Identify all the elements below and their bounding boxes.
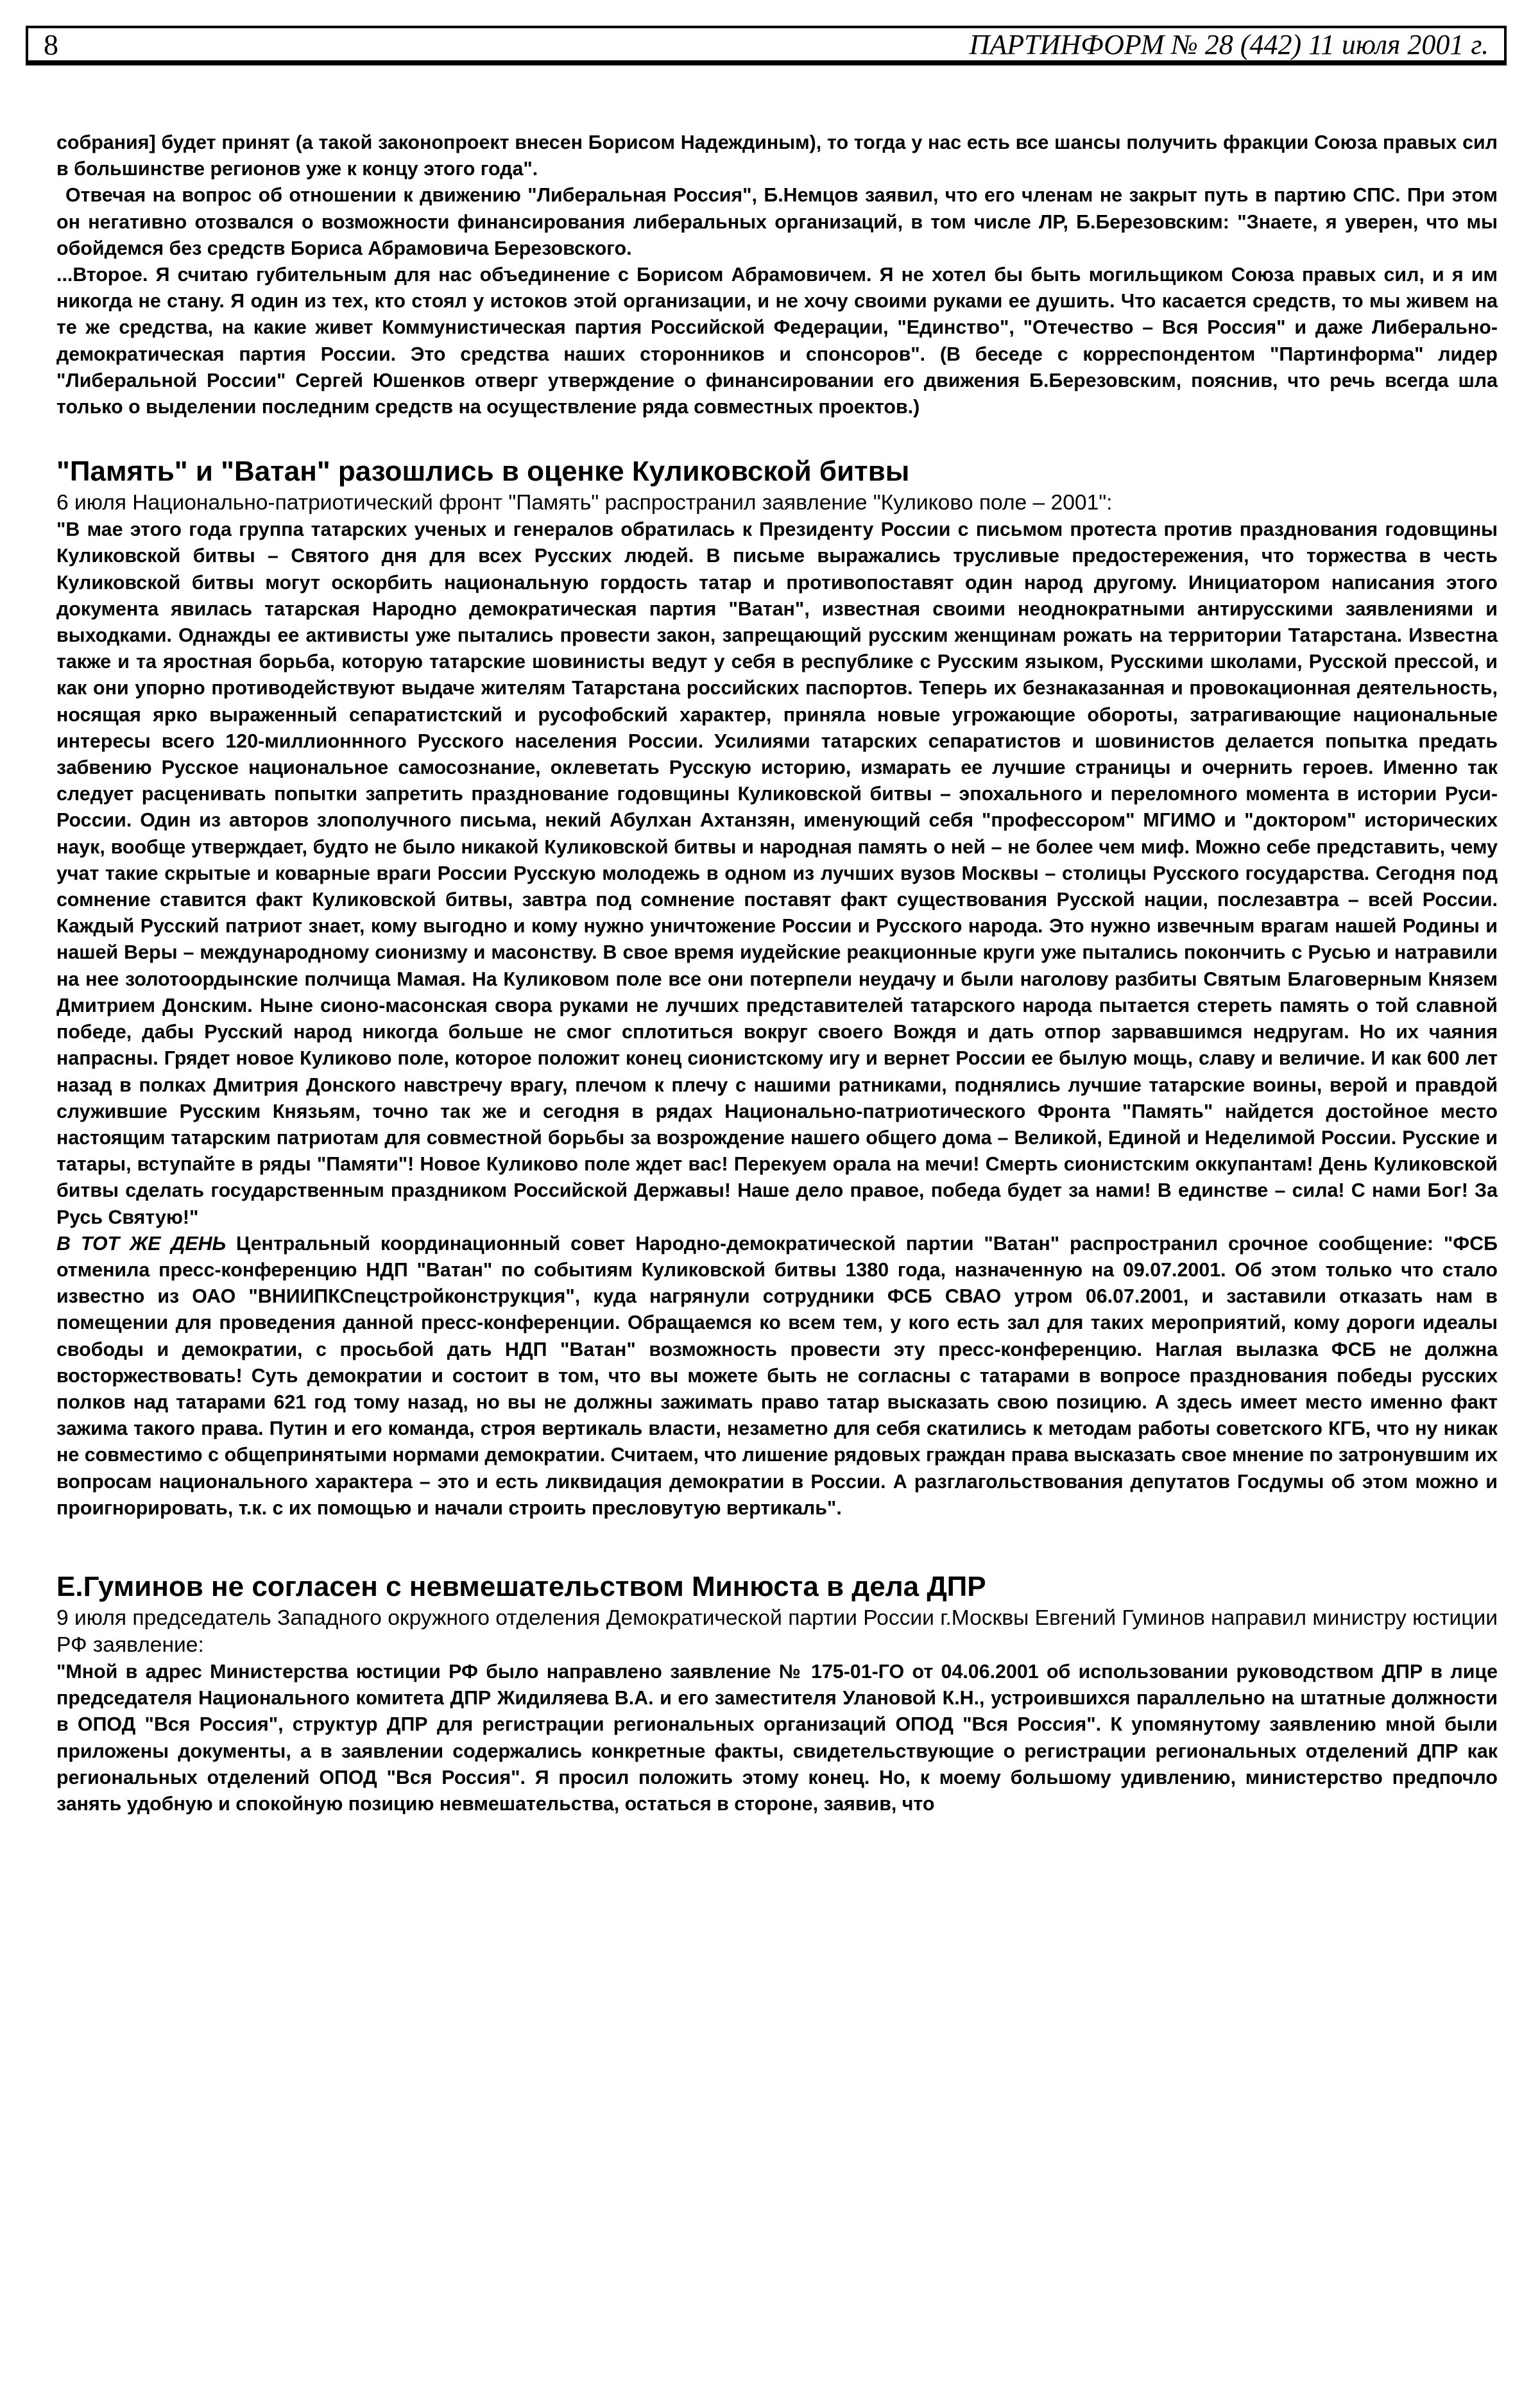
- article1-paragraph-3: ...Второе. Я считаю губительным для нас объединение с Борисом Абрамовичем. Я не хотел бы быть могильщиком Союза правых сил, и я им никогда не стану. Я один из тех, кто стоял у истоков этой организации, и не хочу своими руками ее душить. Что касается средств, то мы живем на те же средства, на какие живет Коммунистическая партия Российской Федерации, "Единство", "Отечество – Вся Россия" и даже Либерально-демократическая партия России. Это средства наших сторонников и спонсоров". (В беседе с корреспондентом "Партинформа" лидер "Либеральной России" Сергей Юшенков отверг утверждение о финансировании его движения Б.Березовским, пояснив, что речь всегда шла только о выделении последним средств на осуществление ряда совместных проектов.): [56, 264, 1498, 418]
- article2-lead: 6 июля Национально-патриотический фронт "Память" распространил заявление "Куликово поле – 2001":: [56, 491, 1113, 515]
- article3-title: Е.Гуминов не согласен с невмешательством Минюста в дела ДПР: [56, 1570, 986, 1602]
- article1-paragraph-2: Отвечая на вопрос об отношении к движению "Либеральная Россия", Б.Немцов заявил, что его членам не закрыт путь в партию СПС. При этом он негативно отозвался о возможности финансирования либеральных организаций, в том числе ЛР, Б.Березовским: "Знаете, я уверен, что мы обойдемся без средств Бориса Абрамовича Березовского.: [56, 184, 1498, 259]
- page-header: [26, 26, 1507, 65]
- article1-paragraph-1: собрания] будет принят (а такой законопроект внесен Борисом Надеждиным), то тогда у нас есть все шансы получить фракции Союза правых сил в большинстве регионов уже к концу этого года".: [56, 132, 1498, 180]
- article3-quote: "Мной в адрес Министерства юстиции РФ было направлено заявление № 175-01-ГО от 04.06.2001 об использовании руководством ДПР в лице председателя Национального комитета ДПР Жидиляева В.А. и его заместителя Улановой К.Н., устроившихся параллельно на штатные должности в ОПОД "Вся Россия", структур ДПР для регистрации региональных организаций ОПОД "Вся Россия". К упомянутому заявлению мной были приложены документы, а в заявлении содержались конкретные факты, свидетельствующие о регистрации региональных отделений ДПР как региональных отделений ОПОД "Вся Россия". Я просил положить этому конец. Но, к моему большому удивлению, министерство предпочло занять удобную и спокойную позицию невмешательства, остаться в стороне, заявив, что: [56, 1660, 1498, 1815]
- article3-lead: 9 июля председатель Западного окружного отделения Демократической партии России г.Москвы Евгений Гуминов направил министру юстиции РФ заявление:: [56, 1606, 1498, 1657]
- article2-title: "Память" и "Ватан" разошлись в оценке Куликовской битвы: [56, 456, 910, 488]
- page-number: 8: [44, 28, 58, 61]
- article2-same-day-paragraph: [56, 1231, 1498, 1521]
- issue-info: ПАРТИНФОРМ № 28 (442) 11 июля 2001 г.: [969, 28, 1489, 60]
- same-day-label: В ТОТ ЖЕ ДЕНЬ: [56, 1232, 227, 1255]
- page-content: [56, 130, 1498, 1817]
- article2-quote: "В мае этого года группа татарских ученых и генералов обратилась к Президенту России с письмом протеста против празднования годовщины Куликовской битвы – Святого дня для всех Русских людей. В письме выражались трусливые предостережения, что торжества в честь Куликовской битвы могут оскорбить национальную гордость татар и противопоставят один народ другому. Инициатором написания этого документа явилась татарская Народно демократическая партия "Ватан", известная своими неоднократными антирусскими заявлениями и выходками. Однажды ее активисты уже пытались провести закон, запрещающий русским женщинам рожать на территории Татарстана. Известна также и та яростная борьба, которую татарские шовинисты ведут у себя в республике с Русским языком, Русскими школами, Русской прессой, и как они упорно противодействуют выдаче жителям Татарстана российских паспортов. Теперь их безнаказанная и провокационная деятельность, носящая ярко выраженный сепаратистский и русофобский характер, приняла новые угрожающие обороты, затрагивающие национальные интересы всего 120-миллионнного Русского населения России. Усилиями татарских сепаратистов и шовинистов делается попытка предать забвению Русское национальное самосознание, оклеветать Русскую историю, измарать ее лучшие страницы и очернить героев. Именно так следует расценивать попытки запретить празднование годовщины Куликовской битвы – эпохального и переломного момента в истории Руси-России. Один из авторов злополучного письма, некий Абулхан Ахтанзян, именующий себя "профессором" МГИМО и "доктором" исторических наук, вообще утверждает, будто не было никакой Куликовской битвы и народная память о ней – не более чем миф. Можно себе представить, чему учат такие скрытые и коварные враги России Русскую молодежь в одном из лучших вузов Москвы – столицы Русского государства. Сегодня под сомнение ставится факт Куликовской битвы, завтра под сомнение поставят факт существования Русской нации, послезавтра – всей России. Каждый Русский патриот знает, кому выгодно и кому нужно уничтожение России и Русского народа. Это нужно извечным врагам нашей Родины и нашей Веры – международному сионизму и масонству. В свое время иудейские реакционные круги уже пытались покончить с Русью и натравили на нее золотоордынские полчища Мамая. На Куликовом поле все они потерпели неудачу и были наголову разбиты Святым Благоверным Князем Дмитрием Донским. Ныне сионо-масонская свора руками не лучших представителей татарского народа пытается стереть память о той славной победе, дабы Русский народ никогда больше не смог сплотиться вокруг своего Вождя и дать отпор зарвавшимся недругам. Но их чаяния напрасны. Грядет новое Куликово поле, которое положит конец сионистскому игу и вернет России ее былую мощь, славу и величие. И как 600 лет назад в полках Дмитрия Донского навстречу врагу, плечом к плечу с нашими ратниками, поднялись лучшие татарские воины, верой и правдой служившие Русским Князьям, точно так же и сегодня в рядах Национально-патриотического Фронта "Память" найдется достойное место настоящим татарским патриотам для совместной борьбы за возрождение нашего общего дома – Великой, Единой и Неделимой России. Русские и татары, вступайте в ряды "Памяти"! Новое Куликово поле ждет вас! Перекуем орала на мечи! Смерть сионистским оккупантам! День Куликовской битвы сделать государственным праздником Российской Державы! Наше дело правое, победа будет за нами! В единстве – сила! С нами Бог! За Русь Святую!": [56, 518, 1498, 1228]
- same-day-text: Центральный координационный совет Народно-демократической партии "Ватан" распространил срочное сообщение: "ФСБ отменила пресс-конференцию НДП "Ватан" по событиям Куликовской битвы 1380 года, назначенную на 09.07.2001. Об этом только что стало известно из ОАО "ВНИИПКСпецстройконструкция", куда нагрянули сотрудники ФСБ СВАО утром 06.07.2001, и заставили отказать нам в помещении для проведения данной пресс-конференции. Обращаемся ко всем тем, у кого есть зал для таких мероприятий, кому дороги идеалы свободы и демократии, с просьбой дать НДП "Ватан" возможность провести эту пресс-конференцию. Наглая вылазка ФСБ не должна восторжествовать! Суть демократии и состоит в том, что вы можете быть не согласны с татарами в вопросе празднования победы русских полков над татарами 621 год тому назад, но вы не должны зажимать право татар высказать свою позицию. А здесь имеет место именно факт зажима такого права. Путин и его команда, строя вертикаль власти, незаметно для себя скатились к методам работы советского КГБ, что ну никак не совместимо с общепринятыми нормами демократии. Считаем, что лишение рядовых граждан права высказать свое мнение по затронувшим их вопросам национального характера – это и есть ликвидация демократии в России. А разглагольствования депутатов Госдумы об этом можно и проигнорировать, т.к. с их помощью и начали строить пресловутую вертикаль".: [56, 1232, 1498, 1519]
